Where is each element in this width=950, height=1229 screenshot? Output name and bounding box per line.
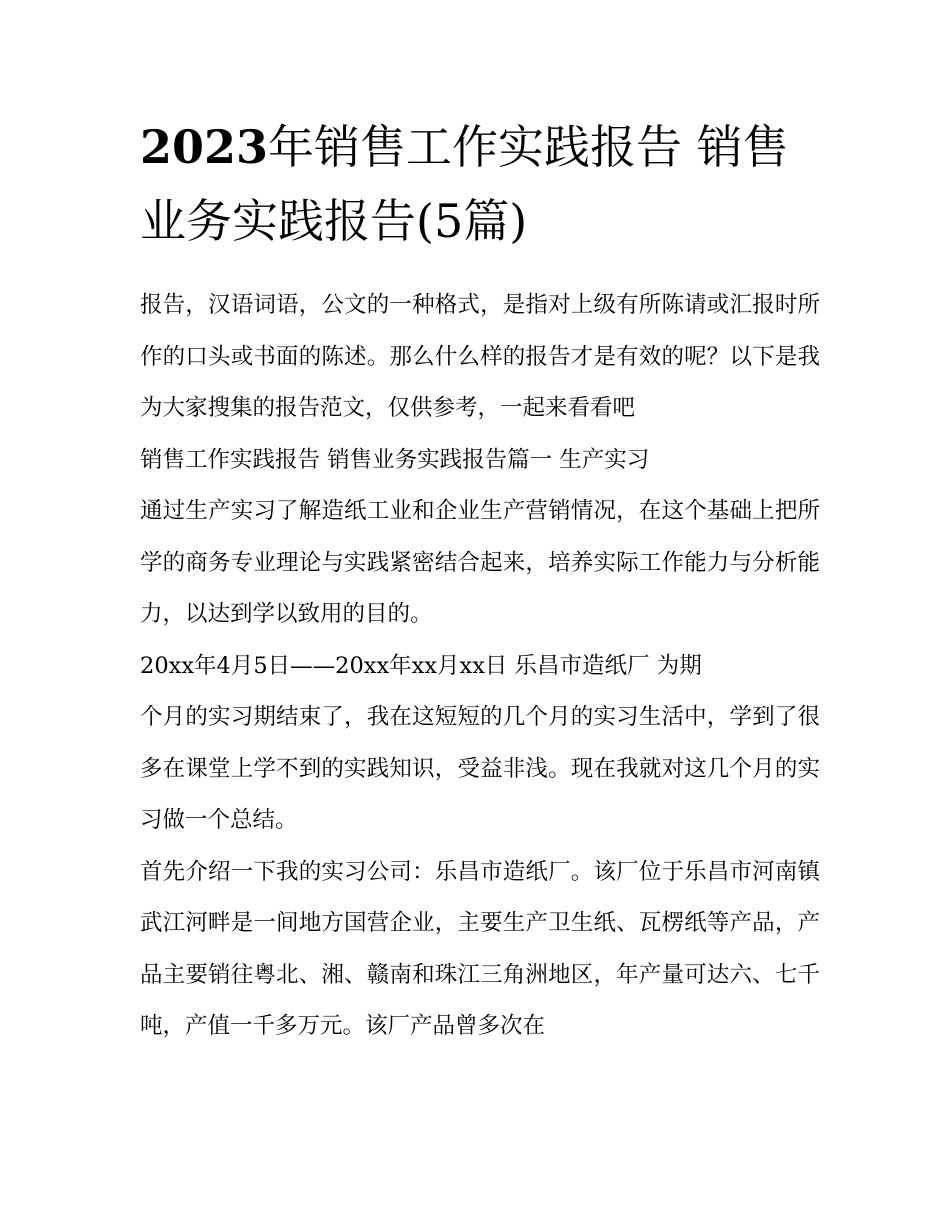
paragraph-dates: 20xx年4月5日——20xx年xx月xx日 乐昌市造纸厂 为期	[140, 652, 702, 679]
paragraph-purpose: 通过生产实习了解造纸工业和企业生产营销情况，在这个基础上把所学的商务专业理论与实践紧密结合起来，培养实际工作能力与分析能力，以达到学以致用的目的。	[140, 498, 820, 627]
paragraph-section-heading: 销售工作实践报告 销售业务实践报告篇一 生产实习	[140, 446, 650, 473]
paragraph-intro: 报告，汉语词语，公文的一种格式，是指对上级有所陈请或汇报时所作的口头或书面的陈述。那么什么样的报告才是有效的呢？以下是我为大家搜集的报告范文，仅供参考，一起来看看吧	[140, 292, 820, 421]
document-body	[140, 280, 820, 1053]
document-title: 2023年销售工作实践报告 销售业务实践报告(5篇)	[140, 120, 789, 248]
paragraph-summary: 个月的实习期结束了，我在这短短的几个月的实习生活中，学到了很多在课堂上学不到的实践知识，受益非浅。现在我就对这几个月的实习做一个总结。	[140, 704, 820, 833]
title-year: 2023	[140, 120, 269, 174]
paragraph-company: 首先介绍一下我的实习公司：乐昌市造纸厂。该厂位于乐昌市河南镇武江河畔是一间地方国营企业，主要生产卫生纸、瓦楞纸等产品，产品主要销往粤北、湘、赣南和珠江三角洲地区，年产量可达六、七千吨，产值一千多万元。该厂产品曾多次在	[140, 858, 820, 1039]
